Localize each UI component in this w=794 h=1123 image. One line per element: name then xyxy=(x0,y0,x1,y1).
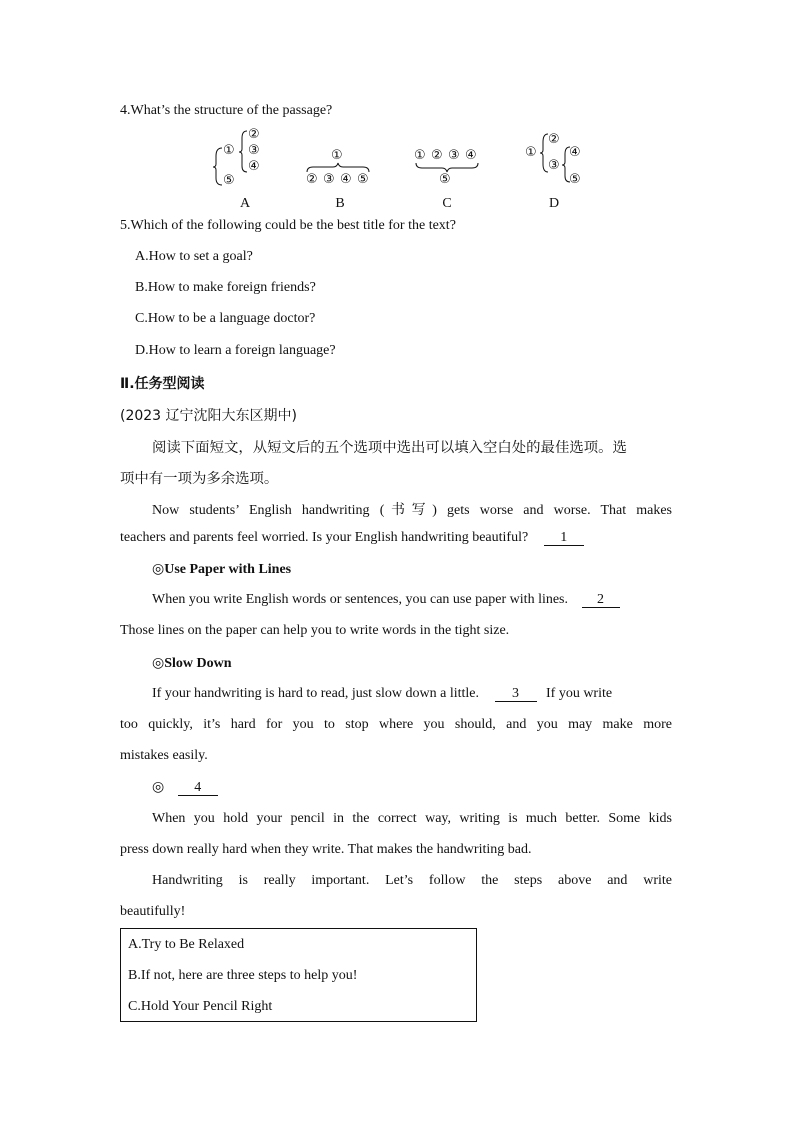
q5-option-d: D.How to learn a foreign language? xyxy=(135,343,336,358)
para4-line2: press down really hard when they write. That makes the handwriting bad. xyxy=(120,842,532,857)
para2-line2: Those lines on the paper can help you to write words in the tight size. xyxy=(120,623,510,638)
diagram-a-bottom: ⑤ xyxy=(223,173,235,188)
para3-line1 xyxy=(152,686,612,702)
diagram-b-bottom-3: ④ xyxy=(340,172,352,187)
diagram-d-branch-2: ⑤ xyxy=(569,172,581,187)
para1-line1: Now students’ English handwriting (书写) gets worse and worse. That makes xyxy=(152,503,672,518)
instruction-line-1: 阅读下面短文，从短文后的五个选项中选出可以填入空白处的最佳选项。选 xyxy=(152,440,627,456)
section-source: (2023 辽宁沈阳大东区期中) xyxy=(120,408,298,424)
subheading-slow-down: ◎Slow Down xyxy=(152,656,232,671)
para5-line1: Handwriting is really important. Let’s follow the steps above and write xyxy=(152,873,672,888)
para2-line1-text: When you write English words or sentences, you can use paper with lines. xyxy=(152,592,569,607)
blank-1[interactable]: 1 xyxy=(544,530,584,546)
question-4: 4.What’s the structure of the passage? xyxy=(120,103,333,118)
diagram-b-bottom-4: ⑤ xyxy=(357,172,369,187)
diagram-d-upper: ② xyxy=(548,132,560,147)
para2-line1 xyxy=(152,592,620,608)
option-label-d: D xyxy=(548,196,560,211)
q5-option-a: A.How to set a goal? xyxy=(135,249,253,264)
diagram-c-top-2: ② xyxy=(431,148,443,163)
diagram-a-branch-3: ④ xyxy=(248,159,260,174)
q5-option-c: C.How to be a language doctor? xyxy=(135,311,316,326)
option-label-c: C xyxy=(442,196,452,211)
instruction-line-2: 项中有一项为多余选项。 xyxy=(120,471,279,487)
para1-line2 xyxy=(120,530,584,546)
subheading-paper: ◎Use Paper with Lines xyxy=(152,562,292,577)
para3-line3: mistakes easily. xyxy=(120,748,208,763)
diagram-b-top: ① xyxy=(331,148,343,163)
option-label-a: A xyxy=(239,196,251,211)
para3-line1-tail: If you write xyxy=(546,686,613,701)
diagram-a-branch-2: ③ xyxy=(248,143,260,158)
diagram-d-root: ① xyxy=(525,145,537,160)
diagram-c-top-3: ③ xyxy=(448,148,460,163)
section-heading: Ⅱ.任务型阅读 xyxy=(120,376,205,392)
subheading-marker: ◎ xyxy=(152,780,165,795)
diagram-c-top-1: ① xyxy=(414,148,426,163)
diagram-c-top-4: ④ xyxy=(465,148,477,163)
option-label-b: B xyxy=(335,196,345,211)
para3-line1-text: If your handwriting is hard to read, just slow down a little. xyxy=(152,686,479,701)
question-5: 5.Which of the following could be the best title for the text? xyxy=(120,218,456,233)
blank-2[interactable]: 2 xyxy=(582,592,620,608)
diagram-brackets xyxy=(0,0,794,220)
para4-line1: When you hold your pencil in the correct way, writing is much better. Some kids xyxy=(152,811,672,826)
blank-4[interactable]: 4 xyxy=(178,780,218,796)
options-box xyxy=(120,928,477,1022)
option-a: A.Try to Be Relaxed xyxy=(128,937,245,952)
para5-line2: beautifully! xyxy=(120,904,186,919)
q5-option-b: B.How to make foreign friends? xyxy=(135,280,316,295)
para3-line2: too quickly, it’s hard for you to stop where you should, and you may make more xyxy=(120,717,672,732)
diagram-c-bottom: ⑤ xyxy=(439,172,451,187)
diagram-b-bottom-2: ③ xyxy=(323,172,335,187)
subheading-blank-4 xyxy=(152,779,218,796)
diagram-b-bottom-1: ② xyxy=(306,172,318,187)
diagram-a-top: ① xyxy=(223,143,235,158)
para1-line2-text: teachers and parents feel worried. Is your English handwriting beautiful? xyxy=(120,530,529,545)
option-b: B.If not, here are three steps to help you! xyxy=(128,968,358,983)
option-c: C.Hold Your Pencil Right xyxy=(128,999,273,1014)
blank-3[interactable]: 3 xyxy=(495,686,537,702)
diagram-d-branch-1: ④ xyxy=(569,145,581,160)
diagram-a-branch-1: ② xyxy=(248,127,260,142)
diagram-d-middle: ③ xyxy=(548,158,560,173)
